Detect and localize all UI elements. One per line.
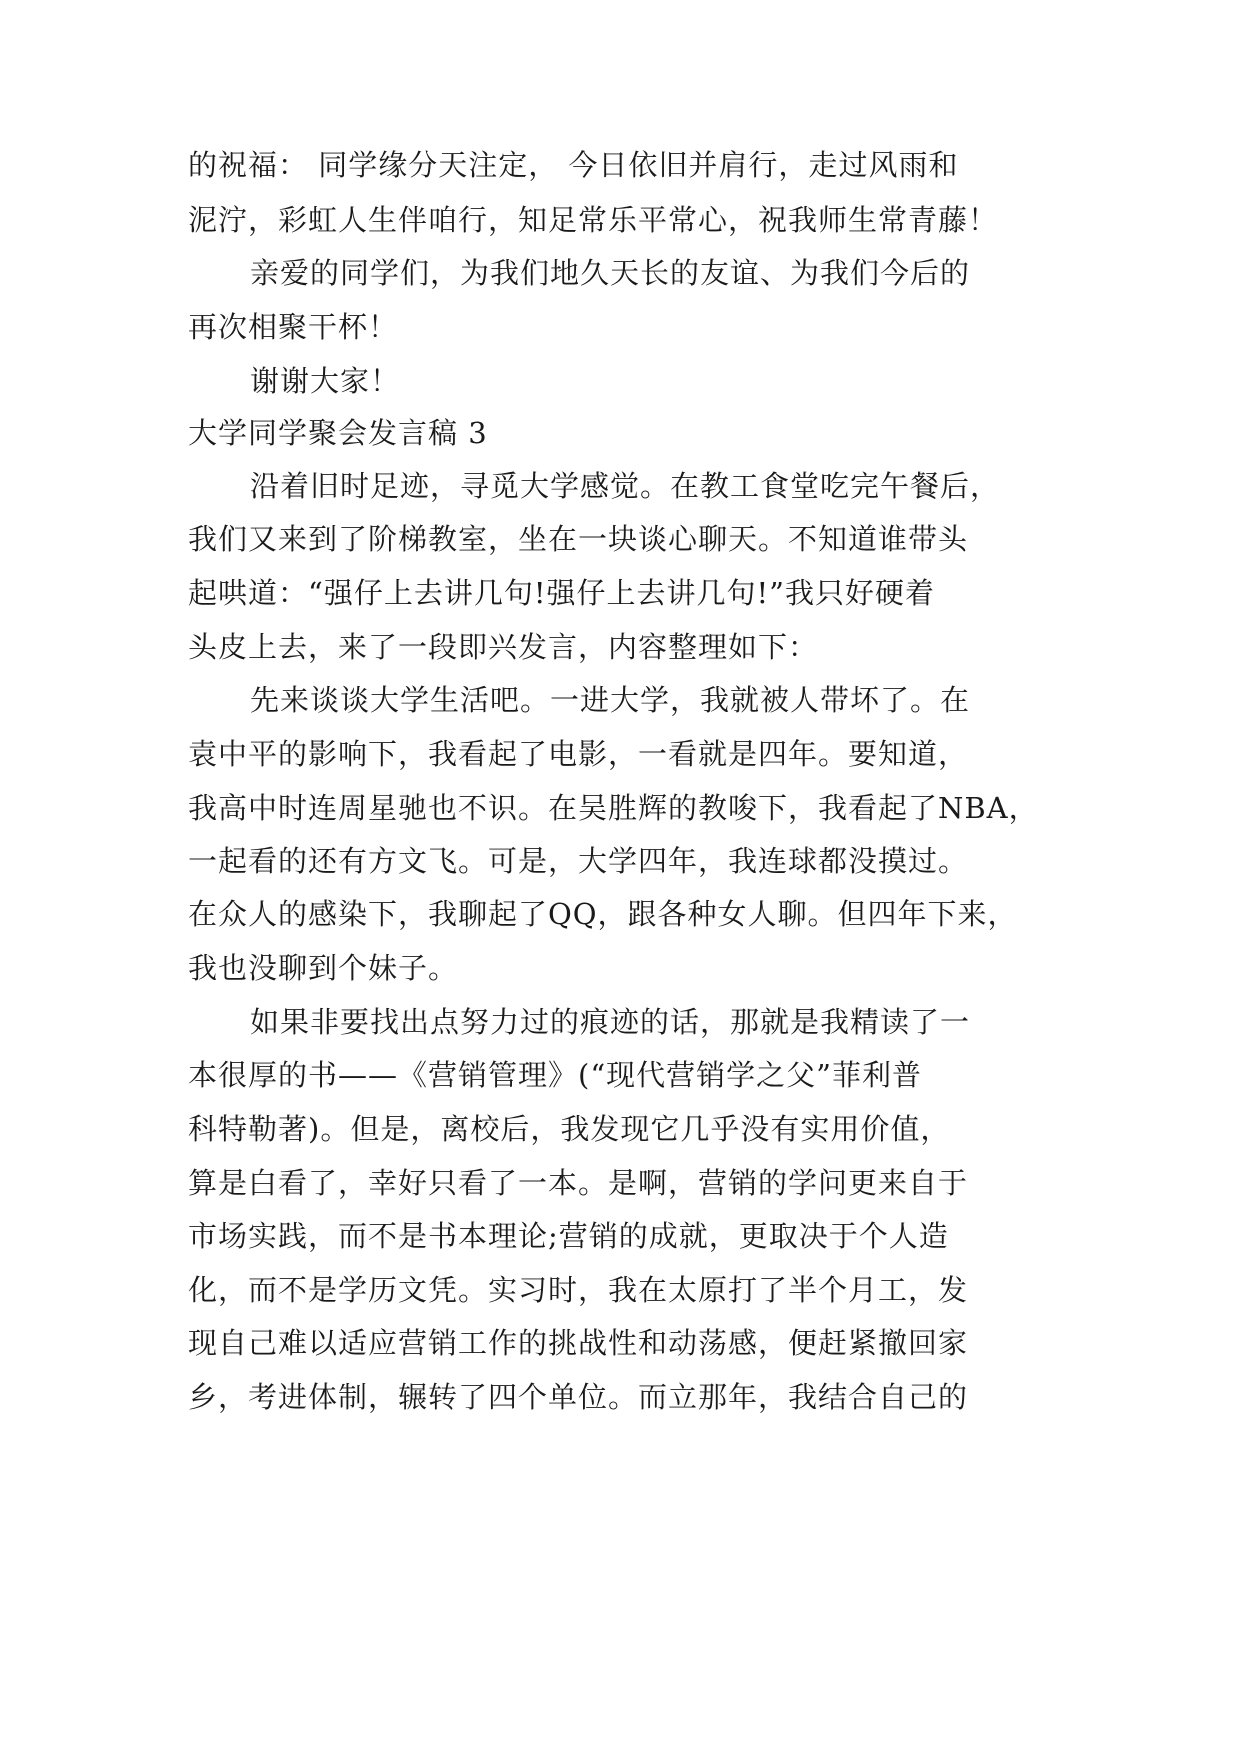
- text-line: 我也没聊到个妹子。: [188, 951, 459, 985]
- text-line: 市场实践，而不是书本理论;营销的成就，更取决于个人造: [188, 1219, 949, 1253]
- text-line: 我们又来到了阶梯教室，坐在一块谈心聊天。不知道谁带头: [188, 522, 969, 556]
- text-line: 一起看的还有方文飞。可是，大学四年，我连球都没摸过。: [188, 844, 969, 878]
- text-line: 的祝福： 同学缘分天注定， 今日依旧并肩行，走过风雨和: [188, 148, 959, 182]
- text-line: 沿着旧时足迹，寻觅大学感觉。在教工食堂吃完午餐后，: [250, 469, 1001, 503]
- text-line: 谢谢大家！: [250, 364, 401, 398]
- text-line: 化，而不是学历文凭。实习时，我在太原打了半个月工，发: [188, 1273, 969, 1307]
- text-line: 如果非要找出点努力过的痕迹的话，那就是我精读了一: [250, 1005, 971, 1039]
- text-line: 先来谈谈大学生活吧。一进大学，我就被人带坏了。在: [250, 683, 971, 717]
- text-line: 再次相聚干杯！: [188, 310, 399, 344]
- text-line: 乡，考进体制，辗转了四个单位。而立那年，我结合自己的: [188, 1380, 969, 1414]
- text-line: 亲爱的同学们，为我们地久天长的友谊、为我们今后的: [250, 256, 971, 290]
- text-line: 现自己难以适应营销工作的挑战性和动荡感，便赶紧撤回家: [188, 1326, 969, 1360]
- text-line: 起哄道：“强仔上去讲几句!强仔上去讲几句!”我只好硬着: [188, 576, 935, 610]
- text-line: 袁中平的影响下，我看起了电影，一看就是四年。要知道，: [188, 737, 969, 771]
- text-line: 在众人的感染下，我聊起了QQ，跟各种女人聊。但四年下来，: [188, 897, 1018, 931]
- section-heading: 大学同学聚会发言稿 3: [188, 416, 488, 450]
- text-line: 算是白看了，幸好只看了一本。是啊，营销的学问更来自于: [188, 1166, 969, 1200]
- text-line: 科特勒著)。但是，离校后，我发现它几乎没有实用价值，: [188, 1112, 951, 1146]
- text-line: 头皮上去，来了一段即兴发言，内容整理如下：: [188, 630, 819, 664]
- text-line: 本很厚的书——《营销管理》(“现代营销学之父”菲利普: [188, 1058, 922, 1092]
- text-line: 泥泞，彩虹人生伴咱行，知足常乐平常心，祝我师生常青藤！: [188, 203, 999, 237]
- text-line: 我高中时连周星驰也不识。在吴胜辉的教唆下，我看起了NBA，: [188, 791, 1039, 825]
